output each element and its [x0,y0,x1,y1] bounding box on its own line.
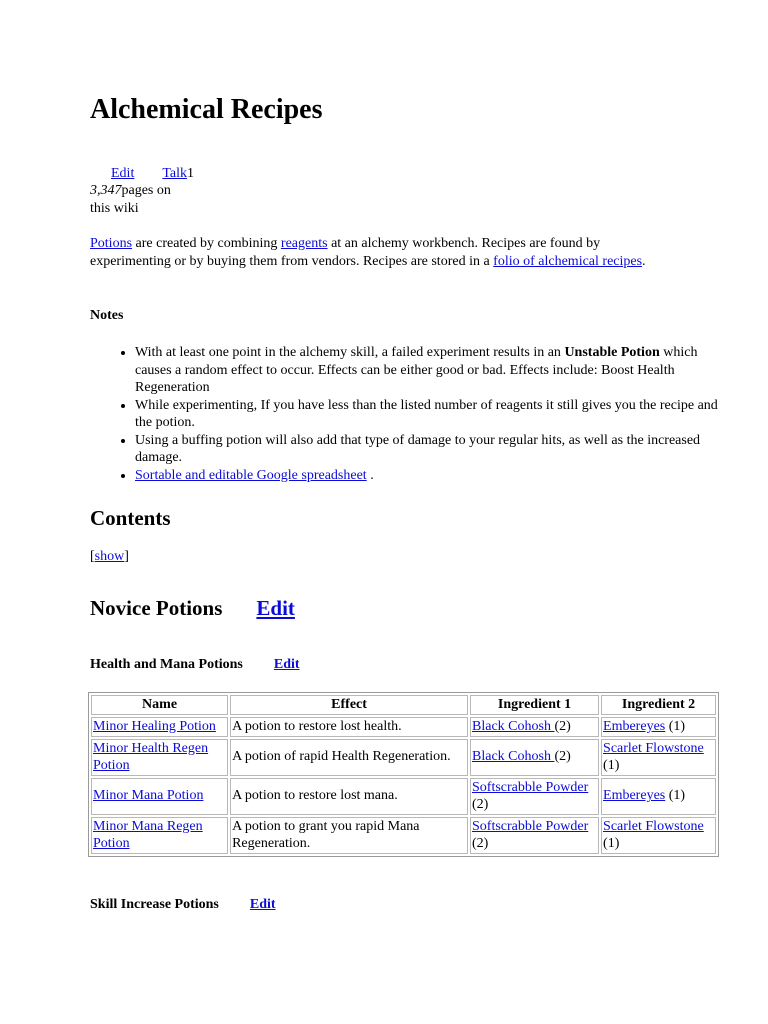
pages-count-number: 3,347 [90,183,122,198]
notes-heading: Notes [90,308,124,323]
pages-count-suffix: pages on [121,183,171,198]
ingredient-cell [470,817,599,854]
bracket: [ [90,549,95,564]
contents-heading: Contents [90,506,171,530]
edit-section-link[interactable]: Edit [256,596,295,620]
note-text: . [366,467,374,483]
edit-section-link[interactable]: Edit [273,657,300,672]
novice-potions-heading [90,594,295,622]
note-text: which causes a random effect to occur. Effects can be either good or bad. Effects include: Boost Health Regeneration [135,345,698,395]
ingredient-cell [470,717,599,737]
intro-text-2: at an alchemy workbench. Recipes are found by experimenting or by buying them from vendors. Recipes are stored in a [90,236,601,269]
ingredient-cell [601,817,716,854]
note-item [135,467,735,485]
effect-cell: A potion of rapid Health Regeneration. [230,739,468,776]
health-mana-heading [90,656,300,674]
potion-link[interactable]: Minor Healing Potion [93,719,216,734]
ingredient-link[interactable]: Black Cohosh [472,719,555,734]
ingredient-qty: (1) [603,836,620,851]
table-row [91,817,716,854]
notes-list [90,344,735,484]
potion-link[interactable]: Minor Mana Potion [93,788,204,804]
talk-count: 1 [187,166,195,181]
column-header-ingredient-2: Ingredient 2 [601,695,716,715]
name-cell [91,778,228,815]
ingredient-link[interactable]: Scarlet Flowstone [603,818,704,834]
note-text: With at least one point in the alchemy skill, a failed experiment results in an [135,345,565,360]
note-item: • While experimenting, If you have less than the listed number of reagents it still gives you the recipe and the potion. [135,397,735,432]
table-row [91,739,716,776]
ingredient-cell [470,739,599,776]
wiki-page-count [90,182,171,217]
ingredient-qty: (2) [472,836,489,851]
ingredient-qty: (2) [554,719,571,734]
ingredient-link[interactable]: Black Cohosh [472,749,555,765]
section-title: Novice Potions [90,596,223,620]
ingredient-cell [601,778,716,815]
intro-text-1: are created by combining [132,236,281,251]
ingredient-cell [601,739,716,776]
toc-show-link[interactable]: show [94,549,125,564]
intro-text-3: . [642,253,646,269]
ingredient-cell [601,717,716,737]
reagents-link[interactable]: reagents [280,236,328,251]
name-cell [91,739,228,776]
edit-section-link[interactable]: Edit [249,897,276,912]
toc-toggle [90,548,129,566]
ingredient-cell [470,778,599,815]
table-header-row [91,695,716,715]
potion-link[interactable]: Minor Health Regen Potion [93,740,209,773]
ingredient-qty: (1) [665,719,686,734]
skill-increase-heading [90,896,276,914]
recipe-table [88,692,719,857]
column-header-name: Name [91,695,228,715]
ingredient-link[interactable]: Softscrabble Powder [472,818,589,834]
page-actions [111,165,194,183]
ingredient-qty: (2) [554,749,571,765]
ingredient-qty: (1) [603,758,620,773]
folio-link[interactable]: folio of alchemical recipes [493,253,643,269]
intro-paragraph [90,235,650,270]
section-title: Health and Mana Potions [90,657,243,672]
note-item: • Using a buffing potion will also add that type of damage to your regular hits, as well as the increased damage. [135,432,735,467]
ingredient-qty: (1) [665,788,686,804]
column-header-ingredient-1: Ingredient 1 [470,695,599,715]
note-item [135,344,735,397]
google-spreadsheet-link[interactable]: Sortable and editable Google spreadsheet [135,467,367,483]
ingredient-link[interactable]: Scarlet Flowstone [603,740,704,756]
edit-page-link[interactable]: Edit [111,166,135,181]
talk-page-link[interactable]: Talk [162,166,188,181]
page-title: Alchemical Recipes [90,94,323,125]
effect-cell: A potion to restore lost mana. [230,778,468,815]
ingredient-link[interactable]: Softscrabble Powder [472,779,589,795]
table-row [91,717,716,737]
name-cell [91,817,228,854]
bracket: ] [124,549,129,564]
effect-cell: A potion to restore lost health. [230,717,468,737]
ingredient-qty: (2) [472,797,489,812]
ingredient-link[interactable]: Embereyes [603,788,666,804]
unstable-potion-term: Unstable Potion [564,345,660,360]
pages-count-suffix-2: this wiki [90,200,139,216]
potions-link[interactable]: Potions [90,236,133,251]
name-cell [91,717,228,737]
column-header-effect: Effect [230,695,468,715]
potion-link[interactable]: Minor Mana Regen Potion [93,818,203,851]
ingredient-link[interactable]: Embereyes [603,719,666,734]
effect-cell: A potion to grant you rapid Mana Regeneration. [230,817,468,854]
table-row [91,778,716,815]
section-title: Skill Increase Potions [90,897,219,912]
